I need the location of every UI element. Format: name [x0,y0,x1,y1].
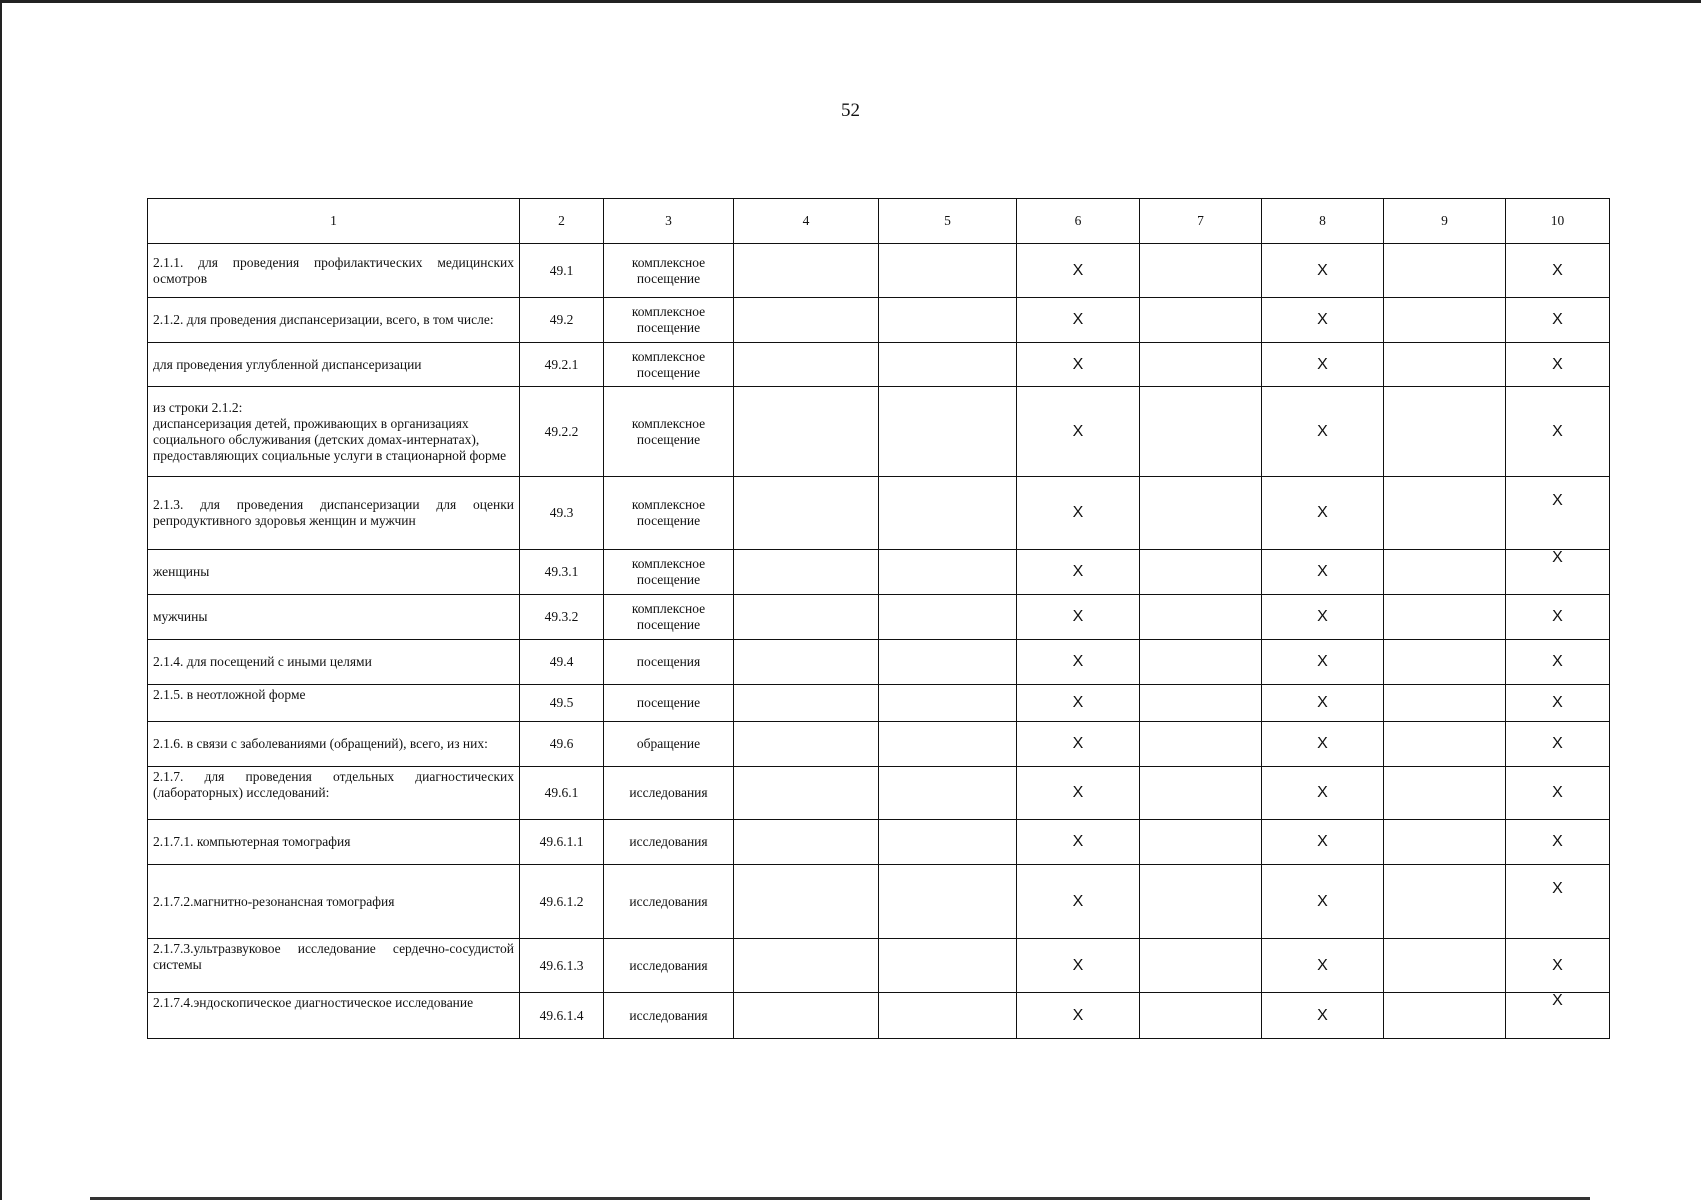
header-cell: 2 [520,199,604,244]
empty-cell [1384,343,1506,387]
x-mark: X [1506,595,1610,640]
x-mark: X [1262,244,1384,298]
row-name: 2.1.6. в связи с заболеваниями (обращений), всего, из них: [148,722,520,767]
x-mark: X [1262,993,1384,1039]
row-code: 49.3.1 [520,550,604,595]
row-name: 2.1.2. для проведения диспансеризации, всего, в том числе: [148,298,520,343]
table-row [148,865,1610,939]
row-unit: комплексное посещение [604,343,734,387]
x-mark: X [1506,244,1610,298]
row-code: 49.3 [520,477,604,550]
empty-cell [734,939,879,993]
x-mark: X [1017,722,1140,767]
row-unit: комплексное посещение [604,387,734,477]
x-mark: X [1017,298,1140,343]
table-row [148,685,1610,722]
table-row [148,387,1610,477]
empty-cell [734,640,879,685]
row-name: 2.1.7. для проведения отдельных диагностических (лабораторных) исследований: [148,767,520,820]
row-unit: обращение [604,722,734,767]
row-code: 49.6.1.2 [520,865,604,939]
x-mark: X [1017,767,1140,820]
empty-cell [1140,387,1262,477]
x-mark: X [1262,640,1384,685]
row-unit: комплексное посещение [604,244,734,298]
empty-cell [1384,820,1506,865]
empty-cell [1384,685,1506,722]
empty-cell [879,640,1017,685]
table-row [148,343,1610,387]
x-mark: X [1506,865,1610,939]
row-code: 49.2.2 [520,387,604,477]
empty-cell [1384,865,1506,939]
empty-cell [879,722,1017,767]
x-mark: X [1262,722,1384,767]
row-code: 49.1 [520,244,604,298]
empty-cell [734,820,879,865]
empty-cell [879,767,1017,820]
empty-cell [1384,640,1506,685]
empty-cell [1140,820,1262,865]
x-mark: X [1262,343,1384,387]
empty-cell [1384,550,1506,595]
row-name: 2.1.1. для проведения профилактических медицинских осмотров [148,244,520,298]
header-cell: 1 [148,199,520,244]
scan-border-top [0,0,1701,3]
page-number: 52 [841,100,860,121]
x-mark: X [1017,550,1140,595]
row-name: из строки 2.1.2: диспансеризация детей, проживающих в организациях социального обслуживания (детских домах-интернатах), предоставляющих социальные услуги в стационарной форме [148,387,520,477]
x-mark: X [1017,685,1140,722]
row-name: 2.1.7.3.ультразвуковое исследование сердечно-сосудистой системы [148,939,520,993]
x-mark: X [1017,477,1140,550]
row-code: 49.6.1 [520,767,604,820]
table-row [148,640,1610,685]
row-name: женщины [148,550,520,595]
row-name: 2.1.7.1. компьютерная томография [148,820,520,865]
empty-cell [879,343,1017,387]
empty-cell [879,865,1017,939]
x-mark: X [1017,387,1140,477]
row-code: 49.2.1 [520,343,604,387]
empty-cell [1384,595,1506,640]
x-mark: X [1017,343,1140,387]
empty-cell [1140,595,1262,640]
header-cell: 5 [879,199,1017,244]
empty-cell [1384,477,1506,550]
table-row [148,767,1610,820]
scan-border-left [0,0,2,1200]
row-name: 2.1.5. в неотложной форме [148,685,520,722]
empty-cell [734,595,879,640]
row-unit: исследования [604,993,734,1039]
x-mark: X [1262,820,1384,865]
header-cell: 7 [1140,199,1262,244]
empty-cell [1140,865,1262,939]
x-mark: X [1506,939,1610,993]
empty-cell [879,595,1017,640]
header-cell: 6 [1017,199,1140,244]
empty-cell [734,993,879,1039]
empty-cell [1384,767,1506,820]
empty-cell [734,865,879,939]
x-mark: X [1017,244,1140,298]
row-name: 2.1.3. для проведения диспансеризации для оценки репродуктивного здоровья женщин и мужчин [148,477,520,550]
x-mark: X [1506,767,1610,820]
empty-cell [734,685,879,722]
row-unit: исследования [604,865,734,939]
row-name: 2.1.7.4.эндоскопическое диагностическое исследование [148,993,520,1039]
x-mark: X [1017,640,1140,685]
header-cell: 4 [734,199,879,244]
x-mark: X [1262,595,1384,640]
header-cell: 8 [1262,199,1384,244]
header-cell: 3 [604,199,734,244]
row-code: 49.6.1.4 [520,993,604,1039]
row-code: 49.6 [520,722,604,767]
empty-cell [1140,298,1262,343]
x-mark: X [1506,550,1610,595]
empty-cell [734,550,879,595]
row-name: 2.1.7.2.магнитно-резонансная томография [148,865,520,939]
empty-cell [1140,477,1262,550]
x-mark: X [1017,939,1140,993]
x-mark: X [1506,820,1610,865]
x-mark: X [1017,820,1140,865]
empty-cell [1140,640,1262,685]
row-name: 2.1.4. для посещений с иными целями [148,640,520,685]
empty-cell [734,477,879,550]
x-mark: X [1017,595,1140,640]
empty-cell [734,767,879,820]
empty-cell [1384,993,1506,1039]
row-unit: посещение [604,685,734,722]
empty-cell [1384,722,1506,767]
row-unit: комплексное посещение [604,595,734,640]
empty-cell [1140,244,1262,298]
row-unit: комплексное посещение [604,298,734,343]
table-row [148,595,1610,640]
empty-cell [1384,298,1506,343]
x-mark: X [1506,477,1610,550]
table-row [148,993,1610,1039]
x-mark: X [1506,722,1610,767]
table-row [148,244,1610,298]
row-code: 49.5 [520,685,604,722]
row-unit: исследования [604,767,734,820]
table-row [148,939,1610,993]
empty-cell [1384,939,1506,993]
empty-cell [734,343,879,387]
empty-cell [879,298,1017,343]
empty-cell [1140,767,1262,820]
x-mark: X [1262,387,1384,477]
x-mark: X [1017,865,1140,939]
row-code: 49.3.2 [520,595,604,640]
table-row [148,550,1610,595]
x-mark: X [1262,298,1384,343]
x-mark: X [1262,550,1384,595]
header-cell: 10 [1506,199,1610,244]
row-name: мужчины [148,595,520,640]
empty-cell [734,722,879,767]
empty-cell [1140,685,1262,722]
row-unit: комплексное посещение [604,550,734,595]
empty-cell [734,298,879,343]
x-mark: X [1262,939,1384,993]
empty-cell [879,820,1017,865]
empty-cell [1384,387,1506,477]
x-mark: X [1262,865,1384,939]
empty-cell [879,685,1017,722]
empty-cell [1140,993,1262,1039]
empty-cell [879,387,1017,477]
x-mark: X [1506,685,1610,722]
empty-cell [734,387,879,477]
row-unit: исследования [604,939,734,993]
table-row [148,820,1610,865]
table-row [148,298,1610,343]
empty-cell [879,993,1017,1039]
row-code: 49.4 [520,640,604,685]
empty-cell [1140,550,1262,595]
x-mark: X [1262,685,1384,722]
x-mark: X [1262,477,1384,550]
empty-cell [879,244,1017,298]
row-code: 49.6.1.3 [520,939,604,993]
empty-cell [1140,939,1262,993]
row-code: 49.6.1.1 [520,820,604,865]
row-code: 49.2 [520,298,604,343]
x-mark: X [1262,767,1384,820]
x-mark: X [1506,640,1610,685]
x-mark: X [1506,298,1610,343]
row-name: для проведения углубленной диспансеризации [148,343,520,387]
row-unit: исследования [604,820,734,865]
empty-cell [734,244,879,298]
x-mark: X [1506,343,1610,387]
empty-cell [1140,722,1262,767]
table-row [148,477,1610,550]
empty-cell [879,939,1017,993]
empty-cell [1140,343,1262,387]
x-mark: X [1506,993,1610,1039]
header-row [148,199,1610,244]
row-unit: комплексное посещение [604,477,734,550]
header-cell: 9 [1384,199,1506,244]
table-row [148,722,1610,767]
empty-cell [879,550,1017,595]
row-unit: посещения [604,640,734,685]
x-mark: X [1017,993,1140,1039]
empty-cell [879,477,1017,550]
x-mark: X [1506,387,1610,477]
empty-cell [1384,244,1506,298]
statistics-table [147,198,1610,1039]
